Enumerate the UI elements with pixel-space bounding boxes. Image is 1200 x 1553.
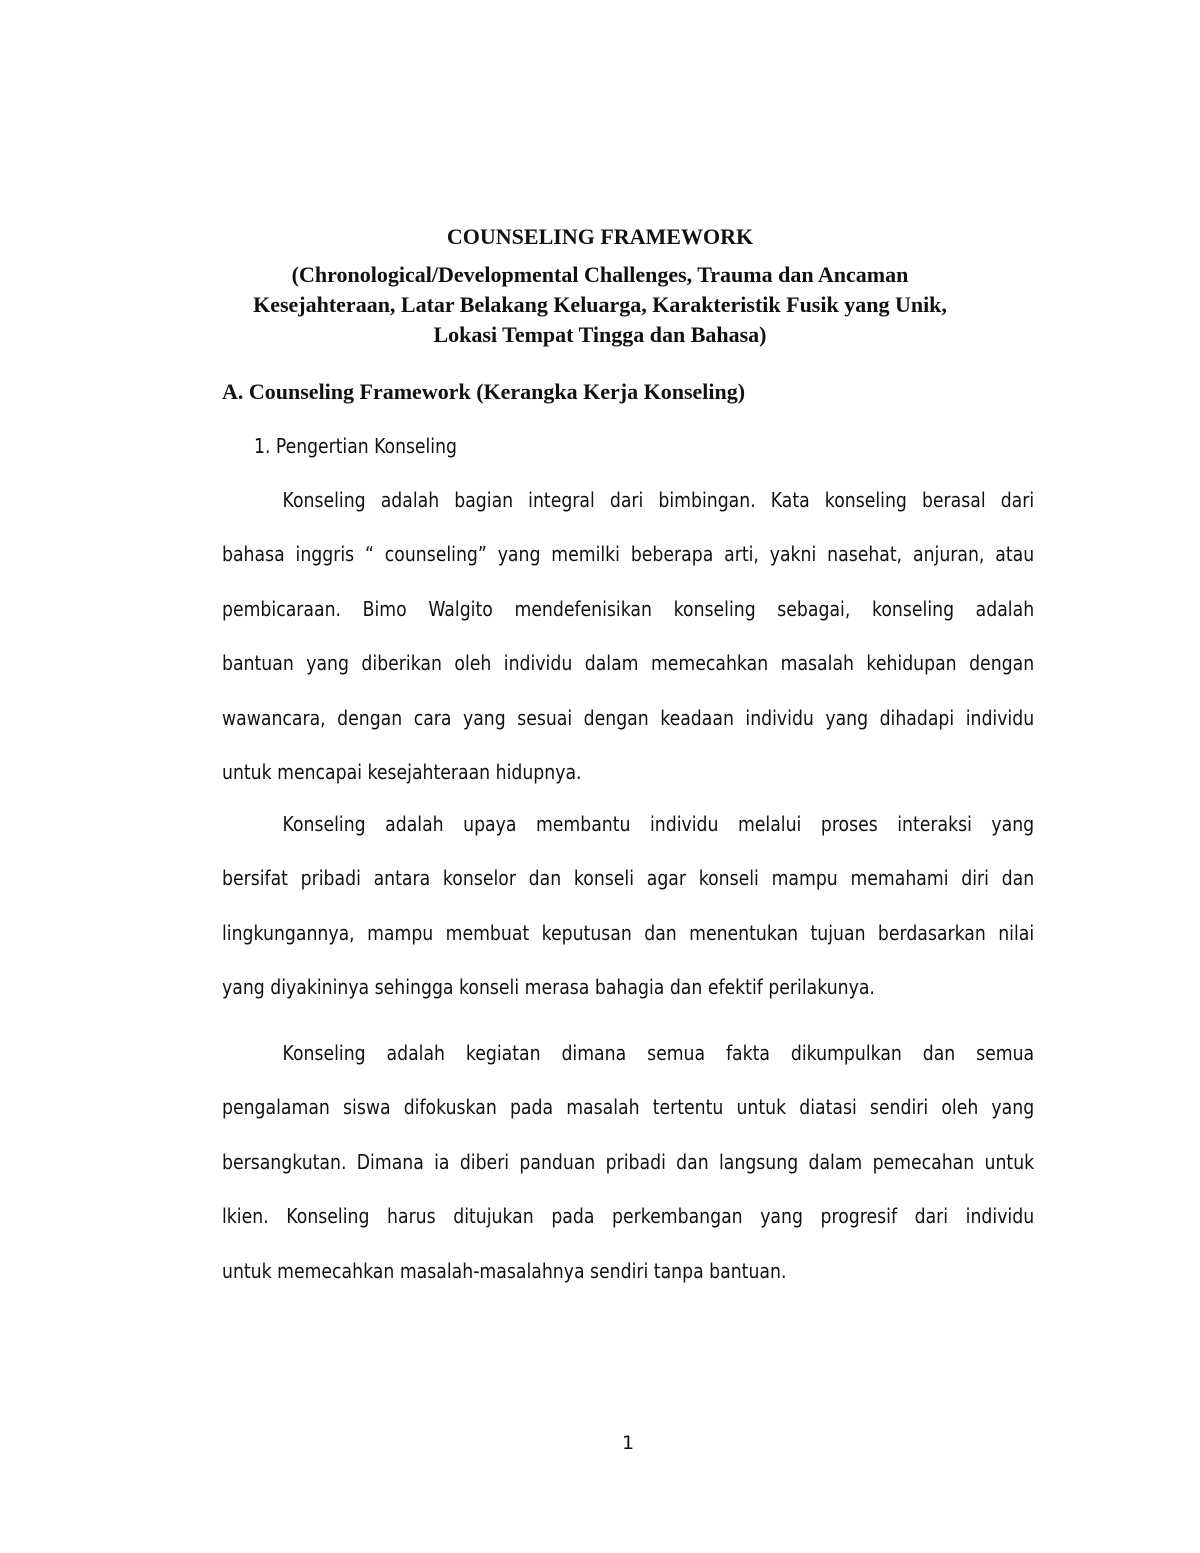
paragraph-line: Konseling adalah bagian integral dari bimbingan. Kata konseling berasal dari	[282, 488, 1035, 512]
paragraph-line: pembicaraan. Bimo Walgito mendefenisikan konseling sebagai, konseling adalah	[222, 596, 1035, 621]
paragraph-line: lkien. Konseling harus ditujukan pada perkembangan yang progresif dari individu	[222, 1204, 1035, 1229]
paragraph-line: yang diyakininya sehingga konseli merasa bahagia dan efektif perilakunya.	[222, 975, 875, 1000]
paragraph-line: Konseling adalah kegiatan dimana semua fakta dikumpulkan dan semua	[282, 1041, 1035, 1065]
paragraph-line: untuk mencapai kesejahteraan hidupnya.	[222, 759, 582, 784]
document-title: COUNSELING FRAMEWORK	[446, 224, 754, 249]
subtitle-line: Lokasi Tempat Tingga dan Bahasa)	[433, 322, 767, 347]
subtitle-line: (Chronological/Developmental Challenges, Trauma dan Ancaman	[291, 262, 909, 287]
paragraph-line: bahasa inggris “ counseling” yang memilki beberapa arti, yakni nasehat, anjuran, atau	[222, 542, 1035, 567]
section-heading: A. Counseling Framework (Kerangka Kerja Konseling)	[222, 379, 746, 404]
body-paragraph	[222, 1038, 1034, 1310]
numbered-subheading: 1. Pengertian Konseling	[254, 434, 457, 458]
paragraph-line: wawancara, dengan cara yang sesuai dengan keadaan individu yang dihadapi individu	[222, 705, 1035, 730]
paragraph-line: untuk memecahkan masalah-masalahnya sendiri tanpa bantuan.	[222, 1258, 787, 1283]
paragraph-line: bersifat pribadi antara konselor dan konseli agar konseli mampu memahami diri dan	[222, 866, 1035, 891]
paragraph-line: lingkungannya, mampu membuat keputusan dan menentukan tujuan berdasarkan nilai	[222, 920, 1035, 945]
paragraph-line: bantuan yang diberikan oleh individu dalam memecahkan masalah kehidupan dengan	[222, 651, 1035, 676]
paragraph-line: Konseling adalah upaya membantu individu melalui proses interaksi yang	[282, 812, 1035, 836]
paragraph-line: pengalaman siswa difokuskan pada masalah tertentu untuk diatasi sendiri oleh yang	[222, 1095, 1035, 1120]
document-subtitle	[200, 260, 1000, 350]
page-number: 1	[621, 1432, 635, 1454]
body-paragraph	[222, 485, 1034, 811]
paragraph-line: bersangkutan. Dimana ia diberi panduan pribadi dan langsung dalam pemecahan untuk	[222, 1149, 1035, 1174]
body-paragraph	[222, 809, 1034, 1027]
subtitle-line: Kesejahteraan, Latar Belakang Keluarga, Karakteristik Fusik yang Unik,	[253, 292, 947, 317]
